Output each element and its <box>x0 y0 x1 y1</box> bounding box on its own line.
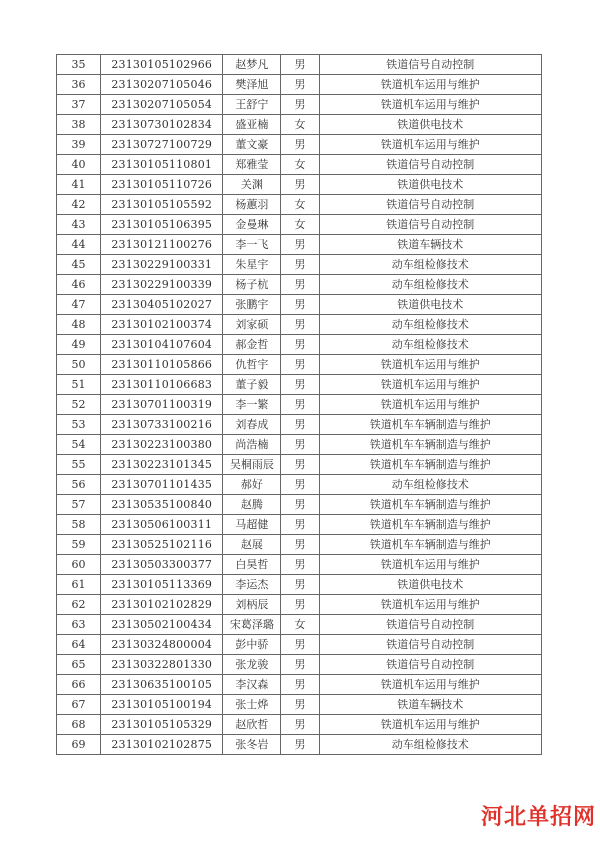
table-row <box>57 215 542 235</box>
table-row <box>57 715 542 735</box>
exam-id-cell: 23130121100276 <box>101 235 223 255</box>
table-row <box>57 415 542 435</box>
row-number-cell: 50 <box>57 355 101 375</box>
exam-id-cell: 23130635100105 <box>101 675 223 695</box>
student-name-cell: 彭中骄 <box>223 635 281 655</box>
exam-id-cell: 23130105105592 <box>101 195 223 215</box>
major-cell: 铁道机车运用与维护 <box>319 95 541 115</box>
table-body <box>57 55 542 755</box>
major-cell: 铁道信号自动控制 <box>319 55 541 75</box>
major-cell: 动车组检修技术 <box>319 255 541 275</box>
gender-cell: 男 <box>281 715 319 735</box>
exam-id-cell: 23130506100311 <box>101 515 223 535</box>
gender-cell: 男 <box>281 435 319 455</box>
student-name-cell: 李运杰 <box>223 575 281 595</box>
major-cell: 铁道机车车辆制造与维护 <box>319 495 541 515</box>
table-row <box>57 355 542 375</box>
student-name-cell: 尚浩楠 <box>223 435 281 455</box>
table-row <box>57 115 542 135</box>
major-cell: 铁道机车车辆制造与维护 <box>319 455 541 475</box>
major-cell: 铁道机车运用与维护 <box>319 75 541 95</box>
student-name-cell: 刘柄辰 <box>223 595 281 615</box>
table-row <box>57 315 542 335</box>
exam-id-cell: 23130503300377 <box>101 555 223 575</box>
table-row <box>57 735 542 755</box>
student-name-cell: 王舒宁 <box>223 95 281 115</box>
row-number-cell: 59 <box>57 535 101 555</box>
exam-id-cell: 23130105110726 <box>101 175 223 195</box>
row-number-cell: 49 <box>57 335 101 355</box>
major-cell: 动车组检修技术 <box>319 275 541 295</box>
row-number-cell: 56 <box>57 475 101 495</box>
student-name-cell: 郝好 <box>223 475 281 495</box>
major-cell: 铁道机车运用与维护 <box>319 355 541 375</box>
major-cell: 铁道供电技术 <box>319 575 541 595</box>
gender-cell: 男 <box>281 555 319 575</box>
gender-cell: 男 <box>281 95 319 115</box>
student-name-cell: 关渊 <box>223 175 281 195</box>
table-row <box>57 495 542 515</box>
exam-id-cell: 23130322801330 <box>101 655 223 675</box>
exam-id-cell: 23130105113369 <box>101 575 223 595</box>
student-name-cell: 赵梦凡 <box>223 55 281 75</box>
gender-cell: 男 <box>281 635 319 655</box>
row-number-cell: 39 <box>57 135 101 155</box>
major-cell: 动车组检修技术 <box>319 315 541 335</box>
student-name-cell: 李汉森 <box>223 675 281 695</box>
major-cell: 铁道机车车辆制造与维护 <box>319 515 541 535</box>
gender-cell: 男 <box>281 695 319 715</box>
table-row <box>57 675 542 695</box>
exam-id-cell: 23130105100194 <box>101 695 223 715</box>
major-cell: 铁道车辆技术 <box>319 235 541 255</box>
table-row <box>57 375 542 395</box>
table-row <box>57 475 542 495</box>
exam-id-cell: 23130405102027 <box>101 295 223 315</box>
exam-id-cell: 23130105105329 <box>101 715 223 735</box>
gender-cell: 男 <box>281 55 319 75</box>
student-name-cell: 杨子杭 <box>223 275 281 295</box>
row-number-cell: 47 <box>57 295 101 315</box>
major-cell: 铁道机车运用与维护 <box>319 135 541 155</box>
row-number-cell: 38 <box>57 115 101 135</box>
row-number-cell: 44 <box>57 235 101 255</box>
major-cell: 动车组检修技术 <box>319 335 541 355</box>
student-name-cell: 赵欣哲 <box>223 715 281 735</box>
table-row <box>57 255 542 275</box>
row-number-cell: 54 <box>57 435 101 455</box>
gender-cell: 男 <box>281 255 319 275</box>
exam-id-cell: 23130105106395 <box>101 215 223 235</box>
row-number-cell: 51 <box>57 375 101 395</box>
table-row <box>57 55 542 75</box>
row-number-cell: 45 <box>57 255 101 275</box>
gender-cell: 男 <box>281 415 319 435</box>
row-number-cell: 64 <box>57 635 101 655</box>
major-cell: 动车组检修技术 <box>319 475 541 495</box>
gender-cell: 男 <box>281 315 319 335</box>
gender-cell: 男 <box>281 655 319 675</box>
row-number-cell: 66 <box>57 675 101 695</box>
gender-cell: 男 <box>281 395 319 415</box>
major-cell: 铁道机车运用与维护 <box>319 555 541 575</box>
table-row <box>57 335 542 355</box>
major-cell: 铁道信号自动控制 <box>319 615 541 635</box>
table-row <box>57 275 542 295</box>
exam-id-cell: 23130223100380 <box>101 435 223 455</box>
table-row <box>57 295 542 315</box>
major-cell: 铁道机车车辆制造与维护 <box>319 435 541 455</box>
exam-id-cell: 23130207105046 <box>101 75 223 95</box>
exam-id-cell: 23130229100339 <box>101 275 223 295</box>
exam-id-cell: 23130110105866 <box>101 355 223 375</box>
table-row <box>57 235 542 255</box>
table-row <box>57 75 542 95</box>
major-cell: 铁道机车运用与维护 <box>319 595 541 615</box>
gender-cell: 男 <box>281 735 319 755</box>
table-row <box>57 395 542 415</box>
gender-cell: 男 <box>281 595 319 615</box>
table-row <box>57 615 542 635</box>
student-name-cell: 杨蕙羽 <box>223 195 281 215</box>
table-row <box>57 135 542 155</box>
exam-id-cell: 23130223101345 <box>101 455 223 475</box>
major-cell: 铁道车辆技术 <box>319 695 541 715</box>
exam-id-cell: 23130324800004 <box>101 635 223 655</box>
exam-id-cell: 23130701101435 <box>101 475 223 495</box>
row-number-cell: 53 <box>57 415 101 435</box>
row-number-cell: 58 <box>57 515 101 535</box>
student-name-cell: 赵腾 <box>223 495 281 515</box>
exam-id-cell: 23130535100840 <box>101 495 223 515</box>
table-row <box>57 535 542 555</box>
gender-cell: 女 <box>281 115 319 135</box>
gender-cell: 男 <box>281 75 319 95</box>
exam-id-cell: 23130105102966 <box>101 55 223 75</box>
student-name-cell: 李一繁 <box>223 395 281 415</box>
exam-id-cell: 23130502100434 <box>101 615 223 635</box>
student-name-cell: 张士烨 <box>223 695 281 715</box>
exam-id-cell: 23130701100319 <box>101 395 223 415</box>
major-cell: 铁道供电技术 <box>319 295 541 315</box>
gender-cell: 男 <box>281 235 319 255</box>
exam-id-cell: 23130733100216 <box>101 415 223 435</box>
major-cell: 动车组检修技术 <box>319 735 541 755</box>
exam-id-cell: 23130102102829 <box>101 595 223 615</box>
student-name-cell: 张鹏宇 <box>223 295 281 315</box>
student-name-cell: 赵展 <box>223 535 281 555</box>
row-number-cell: 36 <box>57 75 101 95</box>
exam-id-cell: 23130727100729 <box>101 135 223 155</box>
gender-cell: 女 <box>281 615 319 635</box>
exam-id-cell: 23130110106683 <box>101 375 223 395</box>
exam-id-cell: 23130102102875 <box>101 735 223 755</box>
student-name-cell: 朱星宇 <box>223 255 281 275</box>
student-name-cell: 李一飞 <box>223 235 281 255</box>
student-name-cell: 盛亚楠 <box>223 115 281 135</box>
exam-id-cell: 23130229100331 <box>101 255 223 275</box>
gender-cell: 男 <box>281 495 319 515</box>
major-cell: 铁道机车运用与维护 <box>319 375 541 395</box>
gender-cell: 男 <box>281 455 319 475</box>
table-row <box>57 435 542 455</box>
student-name-cell: 董文豪 <box>223 135 281 155</box>
gender-cell: 男 <box>281 335 319 355</box>
table-row <box>57 155 542 175</box>
gender-cell: 女 <box>281 155 319 175</box>
exam-id-cell: 23130207105054 <box>101 95 223 115</box>
table-row <box>57 195 542 215</box>
row-number-cell: 57 <box>57 495 101 515</box>
row-number-cell: 68 <box>57 715 101 735</box>
row-number-cell: 42 <box>57 195 101 215</box>
student-name-cell: 刘家硕 <box>223 315 281 335</box>
major-cell: 铁道信号自动控制 <box>319 195 541 215</box>
student-name-cell: 仇哲宇 <box>223 355 281 375</box>
major-cell: 铁道信号自动控制 <box>319 155 541 175</box>
gender-cell: 男 <box>281 375 319 395</box>
table-row <box>57 175 542 195</box>
row-number-cell: 41 <box>57 175 101 195</box>
row-number-cell: 48 <box>57 315 101 335</box>
major-cell: 铁道供电技术 <box>319 175 541 195</box>
major-cell: 铁道机车运用与维护 <box>319 675 541 695</box>
exam-id-cell: 23130525102116 <box>101 535 223 555</box>
major-cell: 铁道供电技术 <box>319 115 541 135</box>
table-row <box>57 695 542 715</box>
exam-id-cell: 23130730102834 <box>101 115 223 135</box>
exam-id-cell: 23130102100374 <box>101 315 223 335</box>
gender-cell: 男 <box>281 675 319 695</box>
table-row <box>57 635 542 655</box>
site-watermark: 河北单招网 <box>480 805 596 830</box>
row-number-cell: 60 <box>57 555 101 575</box>
major-cell: 铁道机车运用与维护 <box>319 715 541 735</box>
gender-cell: 男 <box>281 575 319 595</box>
major-cell: 铁道信号自动控制 <box>319 635 541 655</box>
gender-cell: 男 <box>281 535 319 555</box>
admission-list-table <box>56 54 542 755</box>
table-row <box>57 595 542 615</box>
gender-cell: 男 <box>281 175 319 195</box>
student-name-cell: 白昊哲 <box>223 555 281 575</box>
gender-cell: 男 <box>281 135 319 155</box>
row-number-cell: 67 <box>57 695 101 715</box>
row-number-cell: 35 <box>57 55 101 75</box>
gender-cell: 男 <box>281 475 319 495</box>
major-cell: 铁道机车运用与维护 <box>319 395 541 415</box>
row-number-cell: 55 <box>57 455 101 475</box>
student-name-cell: 马超健 <box>223 515 281 535</box>
row-number-cell: 69 <box>57 735 101 755</box>
student-name-cell: 张冬岩 <box>223 735 281 755</box>
student-name-cell: 董子毅 <box>223 375 281 395</box>
student-name-cell: 宋葛泽璐 <box>223 615 281 635</box>
gender-cell: 女 <box>281 195 319 215</box>
row-number-cell: 46 <box>57 275 101 295</box>
gender-cell: 男 <box>281 275 319 295</box>
exam-id-cell: 23130105110801 <box>101 155 223 175</box>
student-name-cell: 金曼琳 <box>223 215 281 235</box>
exam-id-cell: 23130104107604 <box>101 335 223 355</box>
table-row <box>57 655 542 675</box>
table-row <box>57 515 542 535</box>
student-name-cell: 吴桐雨辰 <box>223 455 281 475</box>
major-cell: 铁道信号自动控制 <box>319 215 541 235</box>
row-number-cell: 37 <box>57 95 101 115</box>
gender-cell: 男 <box>281 355 319 375</box>
row-number-cell: 65 <box>57 655 101 675</box>
row-number-cell: 62 <box>57 595 101 615</box>
major-cell: 铁道机车车辆制造与维护 <box>319 415 541 435</box>
gender-cell: 女 <box>281 215 319 235</box>
major-cell: 铁道机车车辆制造与维护 <box>319 535 541 555</box>
table-row <box>57 555 542 575</box>
student-name-cell: 郝金哲 <box>223 335 281 355</box>
row-number-cell: 43 <box>57 215 101 235</box>
gender-cell: 男 <box>281 515 319 535</box>
table-row <box>57 575 542 595</box>
row-number-cell: 63 <box>57 615 101 635</box>
major-cell: 铁道信号自动控制 <box>319 655 541 675</box>
table-row <box>57 95 542 115</box>
student-name-cell: 刘春成 <box>223 415 281 435</box>
row-number-cell: 40 <box>57 155 101 175</box>
row-number-cell: 61 <box>57 575 101 595</box>
student-name-cell: 张龙骏 <box>223 655 281 675</box>
student-name-cell: 郑雅莹 <box>223 155 281 175</box>
table-row <box>57 455 542 475</box>
gender-cell: 男 <box>281 295 319 315</box>
student-name-cell: 樊泽旭 <box>223 75 281 95</box>
row-number-cell: 52 <box>57 395 101 415</box>
